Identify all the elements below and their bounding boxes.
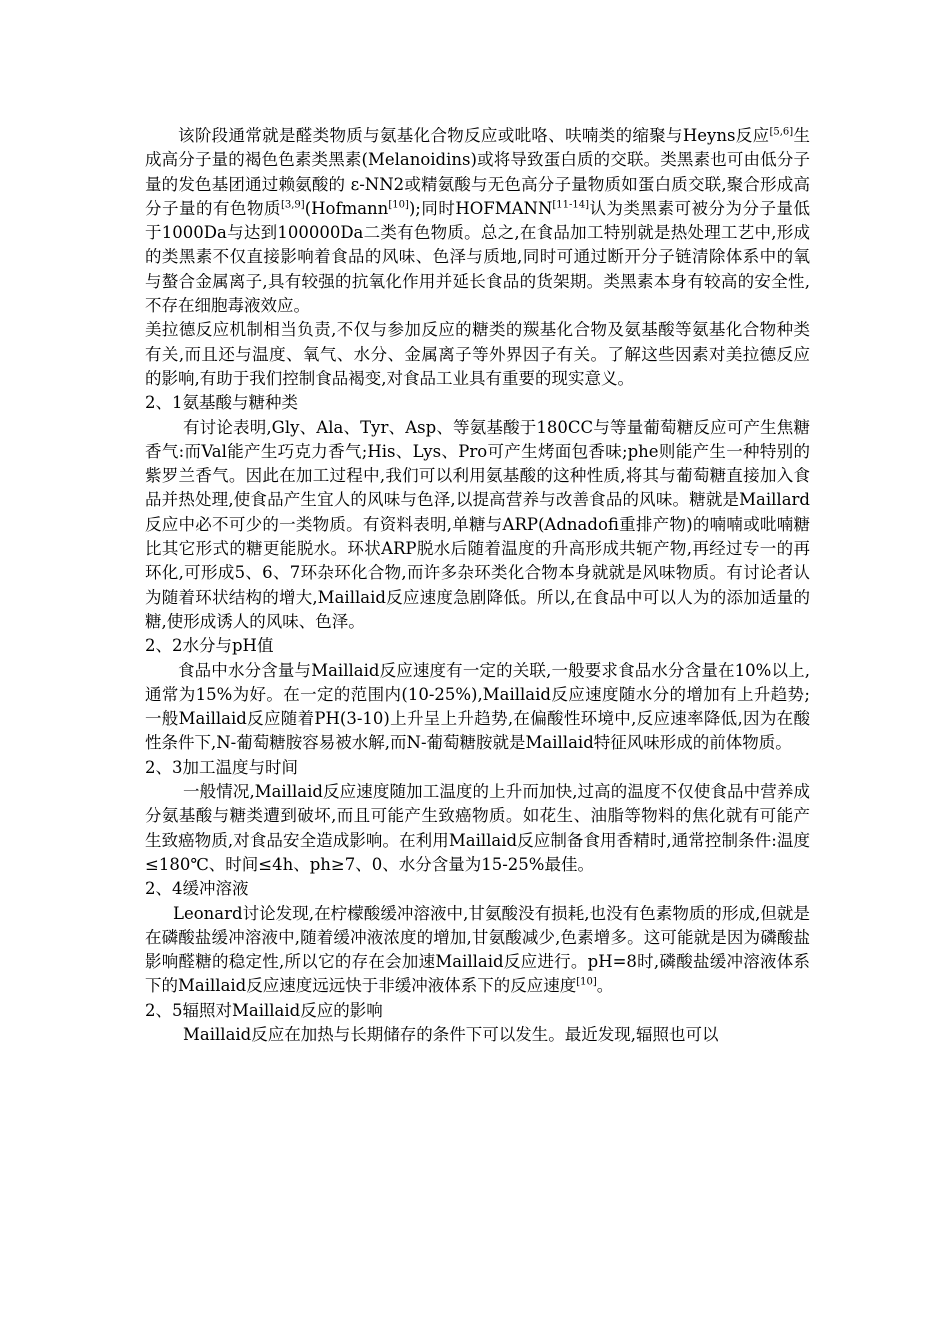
text-run: (Hofmann [304,198,389,218]
citation-marker: [10] [576,976,597,988]
text-run: 2、2水分与pH值 [145,636,274,656]
section-heading [145,391,810,415]
text-run: Maillaid反应在加热与长期储存的条件下可以发生。最近发现,辐照也可以 [183,1024,719,1044]
section-heading [145,877,810,901]
citation-marker: [11-14] [552,199,590,211]
text-run: );同时HOFMANN [408,198,553,218]
text-run: 。 [596,976,614,996]
citation-marker: [10] [388,199,409,211]
body-paragraph [145,124,810,318]
text-run: 有讨论表明,Gly、Ala、Tyr、Asp、等氨基酸于180CC与等量葡萄糖反应可产生焦糖香气:而Val能产生巧克力香气;His、Lys、Pro可产生烤面包香味;phe则能产生一种特别的紫罗兰香气。因此在加工过程中,我们可以利用氨基酸的这种性质,将其与葡萄糖直接加入食品并热处理,使食品产生宜人的风味与色泽,以提高营养与改善食品的风味。糖就是Maillard反应中必不可少的一类物质。有资料表明,单糖与ARP(Adnadofi重排产物)的喃喃或吡喃糖比其它形式的糖更能脱水。环状ARP脱水后随着温度的升高形成共轭产物,再经过专一的再环化,可形成5、6、7环杂环化合物,而许多杂环类化合物本身就就是风味物质。有讨论者认为随着环状结构的增大,Maillaid反应速度急剧降低。所以,在食品中可以人为的添加适量的糖,使形成诱人的风味、色泽。 [145,417,810,631]
citation-marker: [5,6] [769,126,794,138]
text-run: 认为类黑素可被分为分子量低于1000Da与达到100000Da二类有色物质。总之,在食品加工特别就是热处理工艺中,形成的类黑素不仅直接影响着食品的风味、色泽与质地,同时可通过断开分子链清除体系中的氧与螯合金属离子,具有较强的抗氧化作用并延长食品的货架期。类黑素本身有较高的安全性,不存在细胞毒液效应。 [145,198,811,316]
section-heading [145,999,810,1023]
body-paragraph [145,1023,810,1047]
body-paragraph [145,416,810,635]
text-run: 2、4缓冲溶液 [145,879,249,899]
section-heading [145,756,810,780]
text-run: 2、3加工温度与时间 [145,757,298,777]
text-run: 2、1氨基酸与糖种类 [145,393,298,413]
text-run: 生成高分子量的褐色色素类黑素(Melanoidins)或将导致蛋白质的交联。类黑素也可由低分子量的发色基团通过赖氨酸的 ε-NN2或精氨酸与无色高分子量物质如蛋白质交联,聚合形成高分子量的有色物质 [145,126,811,218]
document-body [145,124,810,1047]
section-heading [145,634,810,658]
body-paragraph [145,659,810,756]
text-run: 食品中水分含量与Maillaid反应速度有一定的关联,一般要求食品水分含量在10%以上,通常为15%为好。在一定的范围内(10-25%),Maillaid反应速度随水分的增加有上升趋势;一般Maillaid反应随着PH(3-10)上升呈上升趋势,在偏酸性环境中,反应速率降低,因为在酸性条件下,N-葡萄糖胺容易被水解,而N-葡萄糖胺就是Maillaid特征风味形成的前体物质。 [145,660,810,753]
text-run: 该阶段通常就是醛类物质与氨基化合物反应或吡咯、呋喃类的缩聚与Heyns反应 [178,126,770,145]
text-run: 美拉德反应机制相当负责,不仅与参加反应的糖类的羰基化合物及氨基酸等氨基化合物种类有关,而且还与温度、氧气、水分、金属离子等外界因子有关。了解这些因素对美拉德反应的影响,有助于我们控制食品褐变,对食品工业具有重要的现实意义。 [145,320,810,388]
body-paragraph [145,318,810,391]
body-paragraph [145,902,810,999]
text-run: 2、5辐照对Maillaid反应的影响 [145,1000,383,1020]
text-run: Leonard讨论发现,在柠檬酸缓冲溶液中,甘氨酸没有损耗,也没有色素物质的形成,但就是在磷酸盐缓冲溶液中,随着缓冲液浓度的增加,甘氨酸减少,色素增多。这可能就是因为磷酸盐影响醛糖的稳定性,所以它的存在会加速Maillaid反应进行。pH=8时,磷酸盐缓冲溶液体系下的Maillaid反应速度远远快于非缓冲液体系下的反应速度 [145,903,810,996]
text-run: 一般情况,Maillaid反应速度随加工温度的上升而加快,过高的温度不仅使食品中营养成分氨基酸与糖类遭到破坏,而且可能产生致癌物质。如花生、油脂等物料的焦化就有可能产生致癌物质,对食品安全造成影响。在利用Maillaid反应制备食用香精时,通常控制条件:温度≤180℃、时间≤4h、ph≥7、0、水分含量为15-25%最佳。 [145,782,810,874]
citation-marker: [3,9] [280,199,305,211]
body-paragraph [145,780,810,877]
